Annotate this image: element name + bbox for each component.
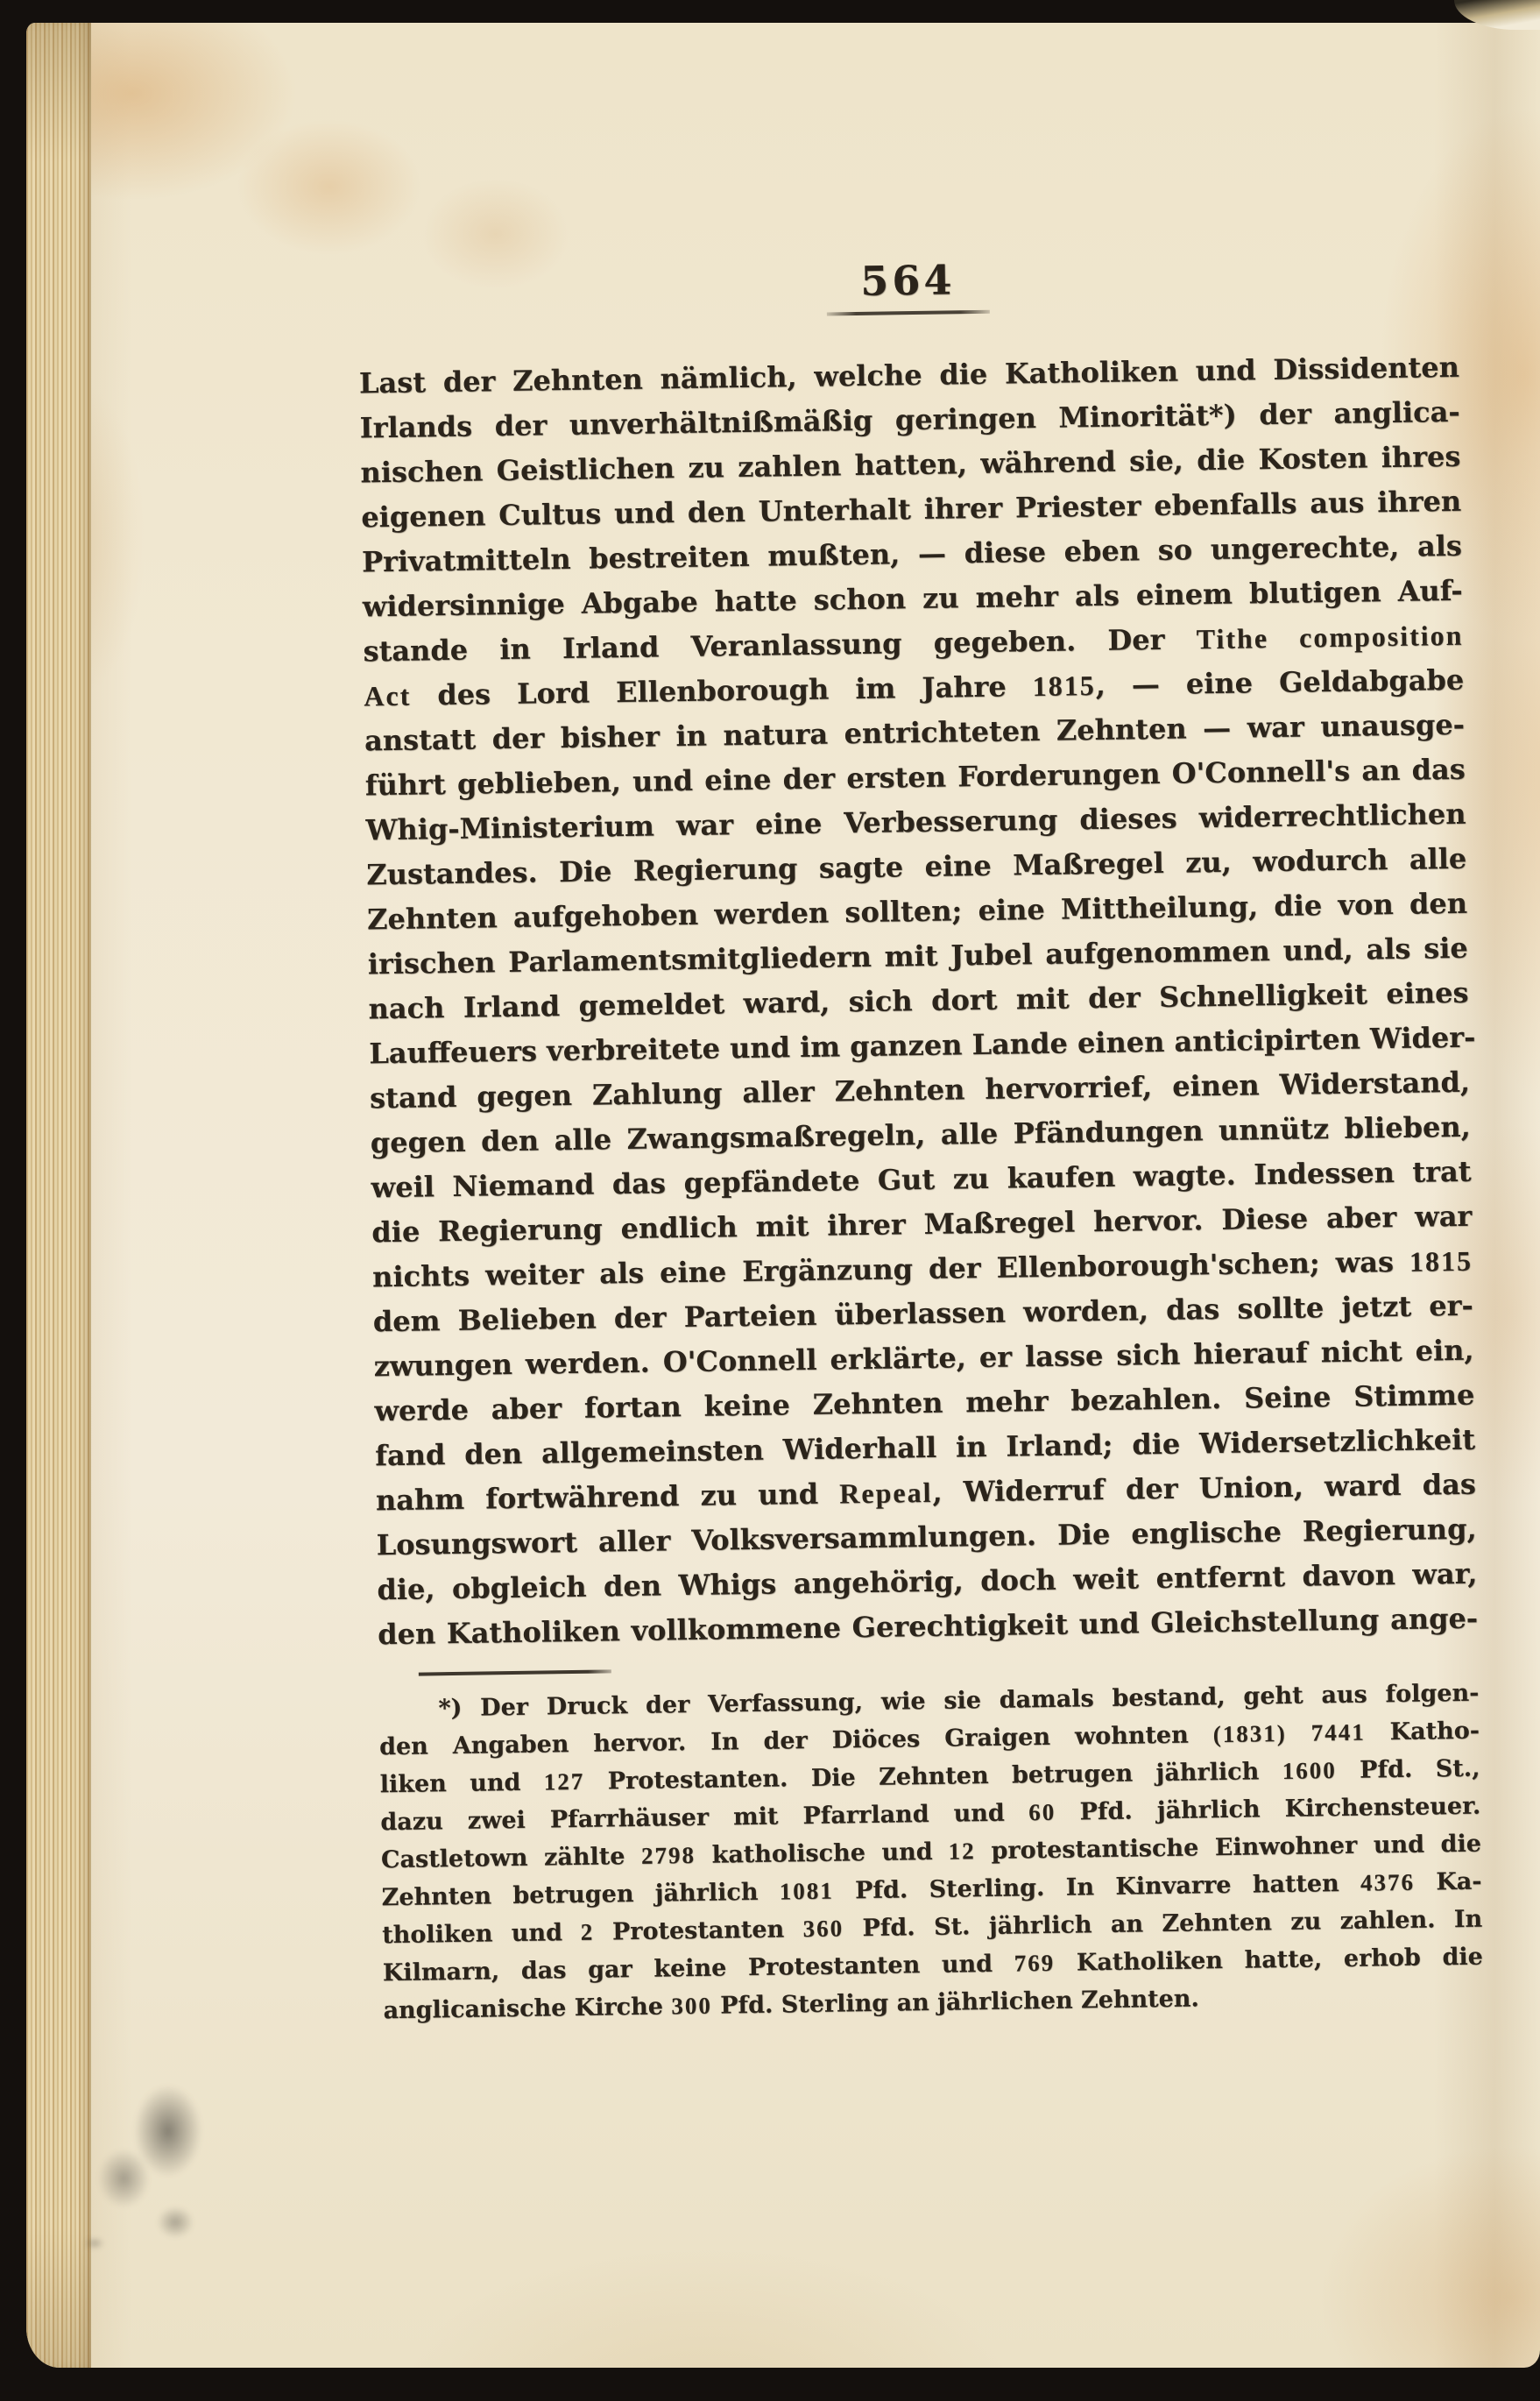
text-line: Last der Zehnten nämlich, welche die Katholiken und Dissidenten	[358, 350, 1460, 400]
text-line: die Regierung endlich mit ihrer Maßregel hervor. Diese aber war	[371, 1199, 1473, 1250]
antiqua-type: 127	[543, 1767, 585, 1795]
page-number-rule	[827, 310, 990, 316]
antiqua-type: 1600	[1282, 1757, 1337, 1784]
text-line: Zehnten aufgehoben werden sollten; eine Mittheilung, die von den	[366, 886, 1468, 937]
book-page	[26, 23, 1540, 2368]
antiqua-type: Repeal	[838, 1476, 933, 1510]
text-line: die, obgleich den Whigs angehörig, doch weit entfernt davon war,	[377, 1556, 1478, 1607]
text-line: nahm fortwährend zu und Repeal, Widerruf der Union, ward das	[375, 1467, 1477, 1518]
antiqua-type: Tithe composition	[1196, 619, 1464, 655]
antiqua-type: 1815	[1409, 1244, 1473, 1278]
text-line: Lauffeuers verbreitete und im ganzen Lande einen anticipirten Wider-	[369, 1020, 1476, 1071]
antiqua-type: (1831)	[1212, 1719, 1287, 1748]
text-line: fand den allgemeinsten Widerhall in Irland; die Widersetzlichkeit	[374, 1422, 1476, 1473]
footnote-line: dazu zwei Pfarrhäuser mit Pfarrland und 60 Pfd. jährlich Kirchensteuer.	[380, 1792, 1481, 1837]
ink-smudge	[61, 2082, 245, 2257]
text-line: Irlands der unverhältnißmäßig geringen Minorität*) der anglica-	[359, 394, 1460, 445]
text-line: zwungen werden. O'Connell erklärte, er lasse sich hierauf nicht ein,	[373, 1333, 1474, 1384]
page-number: 564	[859, 256, 956, 305]
text-line: Losungswort aller Volksversammlungen. Die englische Regierung,	[376, 1512, 1477, 1562]
text-line: weil Niemand das gepfändete Gut zu kaufen wagte. Indessen trat	[371, 1154, 1472, 1205]
antiqua-type: 7441	[1310, 1718, 1366, 1746]
text-line: irischen Parlamentsmitgliedern mit Jubel aufgenommen und, als sie	[367, 931, 1468, 981]
text-line: dem Belieben der Parteien überlassen worden, das sollte jetzt er-	[372, 1288, 1474, 1339]
text-line: stande in Irland Veranlassung gegeben. Der Tithe composition	[363, 619, 1464, 669]
text-line: stand gegen Zahlung aller Zehnten hervorrief, einen Widerstand,	[369, 1065, 1471, 1116]
antiqua-type: 60	[1004, 1798, 1080, 1826]
printed-content	[357, 249, 1484, 2029]
text-line: werde aber fortan keine Zehnten mehr bezahlen. Seine Stimme	[374, 1378, 1475, 1428]
text-line: nichts weiter als eine Ergänzung der Ellenborough'schen; was 1815	[371, 1244, 1473, 1294]
text-line: anstatt der bisher in natura entrichteten Zehnten — war unausge-	[364, 707, 1466, 758]
footnote-line: liken und 127 Protestanten. Die Zehnten betrugen jährlich 1600 Pfd. St.,	[379, 1754, 1480, 1799]
antiqua-type: Act	[364, 679, 412, 712]
antiqua-type: 12	[932, 1837, 992, 1865]
text-line: nischen Geistlichen zu zahlen hatten, während sie, die Kosten ihres	[360, 439, 1461, 490]
footnote-divider	[419, 1669, 611, 1675]
footnote-line: Kilmarn, das gar keine Protestanten und 769 Katholiken hatte, erhob die	[382, 1943, 1484, 1987]
antiqua-type: 4376	[1360, 1868, 1416, 1896]
footnote-line: tholiken und 2 Protestanten 360 Pfd. St. jährlich an Zehnten zu zahlen. In	[382, 1905, 1483, 1950]
antiqua-type: 2798	[640, 1841, 696, 1869]
antiqua-type: 1815	[1032, 669, 1096, 703]
antiqua-type: 769	[1014, 1949, 1056, 1977]
footnote-line: anglicanische Kirche 300 Pfd. Sterling an jährlichen Zehnten.	[383, 1985, 1200, 2025]
antiqua-type: 2	[562, 1918, 613, 1946]
text-line: führt geblieben, und eine der ersten Forderungen O'Connell's an das	[364, 752, 1466, 803]
body-text	[359, 345, 1479, 1657]
stacked-page-edges	[26, 23, 91, 2368]
text-line: Zustandes. Die Regierung sagte eine Maßregel zu, wodurch alle	[366, 841, 1467, 892]
footnote-line: den Angaben hervor. In der Diöces Graigen wohnten (1831) 7441 Katho-	[378, 1717, 1480, 1761]
text-line: Privatmitteln bestreiten mußten, — diese eben so ungerechte, als	[361, 528, 1463, 579]
page-header	[357, 249, 1459, 323]
text-line: Whig-Ministerium war eine Verbesserung dieses widerrechtlichen	[365, 797, 1466, 847]
footnote-line: *) Der Druck der Verfassung, wie sie damals bestand, geht aus folgen-	[438, 1679, 1480, 1723]
antiqua-type: 360	[802, 1915, 844, 1943]
footnote-line: Castletown zählte 2798 katholische und 12 protestantische Einwohner und die	[380, 1830, 1482, 1874]
text-line: den Katholiken vollkommene Gerechtigkeit und Gleichstellung ange-	[377, 1601, 1479, 1652]
text-line: nach Irland gemeldet ward, sich dort mit der Schnelligkeit eines	[368, 975, 1469, 1026]
antiqua-type: 1081	[779, 1877, 835, 1905]
footnote-line: Zehnten betrugen jährlich 1081 Pfd. Sterling. In Kinvarre hatten 4376 Ka-	[381, 1867, 1482, 1912]
text-line: gegen den alle Zwangsmaßregeln, alle Pfändungen unnütz blieben,	[370, 1109, 1472, 1160]
text-line: widersinnige Abgabe hatte schon zu mehr als einem blutigen Auf-	[362, 573, 1463, 624]
text-line: Act des Lord Ellenborough im Jahre 1815, — eine Geldabgabe	[364, 662, 1465, 712]
footnote	[378, 1675, 1484, 2030]
antiqua-type: 300	[671, 1992, 713, 2020]
text-line: eigenen Cultus und den Unterhalt ihrer Priester ebenfalls aus ihren	[360, 484, 1462, 535]
